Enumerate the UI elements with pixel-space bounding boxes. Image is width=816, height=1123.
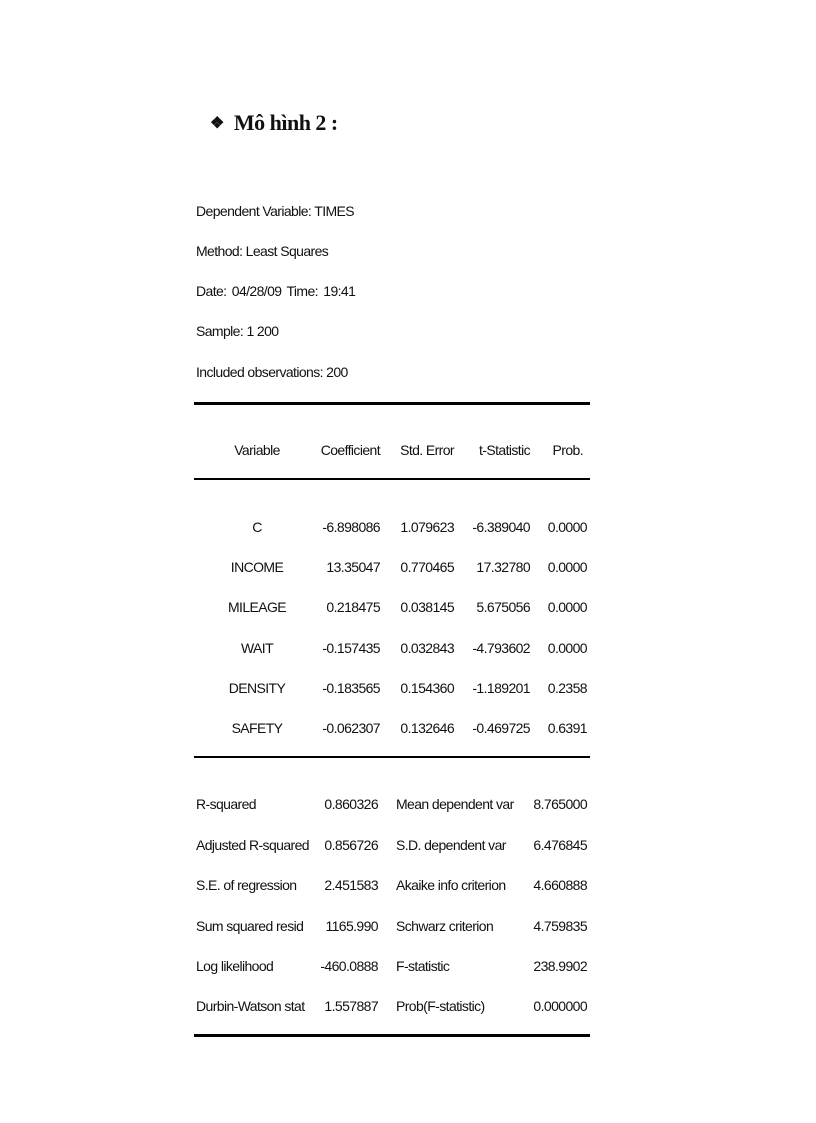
row-prob: 0.0000 (547, 519, 587, 535)
stat-label-right: Prob(F-statistic) (396, 998, 485, 1014)
stat-value-right: 6.476845 (533, 837, 587, 853)
row-prob: 0.0000 (547, 640, 587, 656)
stat-value-right: 0.000000 (533, 998, 587, 1014)
row-t-statistic: -0.469725 (472, 720, 530, 736)
meta-observations: Included observations: 200 (196, 364, 348, 380)
row-std-error: 0.038145 (400, 599, 454, 615)
stat-label-right: Mean dependent var (396, 796, 514, 812)
section-heading (210, 110, 338, 136)
row-variable: WAIT (240, 640, 274, 656)
meta-sample: Sample: 1 200 (196, 323, 279, 339)
table-top-rule (194, 402, 590, 405)
stat-value-right: 4.660888 (533, 877, 587, 893)
table-bottom-rule (194, 1034, 590, 1037)
stat-label-left: S.E. of regression (196, 877, 297, 893)
meta-dependent-variable: Dependent Variable: TIMES (196, 203, 355, 219)
header-coefficient: Coefficient (320, 442, 380, 458)
row-variable: MILEAGE (227, 599, 287, 615)
row-variable: INCOME (230, 559, 284, 575)
stat-label-left: R-squared (196, 796, 256, 812)
stat-value-left: 2.451583 (324, 877, 378, 893)
row-coefficient: -6.898086 (322, 519, 380, 535)
header-t-statistic: t-Statistic (479, 442, 530, 458)
row-t-statistic: -1.189201 (472, 680, 530, 696)
row-coefficient: 0.218475 (326, 599, 380, 615)
stat-value-left: 0.856726 (324, 837, 378, 853)
row-prob: 0.0000 (547, 599, 587, 615)
row-std-error: 0.154360 (400, 680, 454, 696)
stat-label-right: F-statistic (396, 958, 450, 974)
stat-value-right: 4.759835 (533, 918, 587, 934)
row-std-error: 1.079623 (400, 519, 454, 535)
header-bottom-rule (194, 478, 590, 480)
row-variable: DENSITY (228, 680, 286, 696)
section-title: Mô hình 2 : (233, 110, 338, 135)
stat-value-left: 1165.990 (325, 918, 378, 934)
stat-value-left: 1.557887 (324, 998, 378, 1014)
header-variable: Variable (234, 442, 280, 458)
stat-label-right: Schwarz criterion (396, 918, 494, 934)
header-std-error: Std. Error (400, 442, 454, 458)
row-variable: SAFETY (231, 720, 283, 736)
stat-value-right: 238.9902 (533, 958, 587, 974)
row-coefficient: -0.183565 (322, 680, 380, 696)
stat-label-left: Durbin-Watson stat (196, 998, 305, 1014)
row-t-statistic: -4.793602 (472, 640, 530, 656)
stat-value-left: -460.0888 (320, 958, 378, 974)
row-std-error: 0.132646 (400, 720, 454, 736)
meta-method: Method: Least Squares (196, 243, 329, 259)
meta-date-time: Date: 04/28/09 Time: 19:41 (196, 283, 356, 299)
header-prob: Prob. (552, 442, 583, 458)
row-coefficient: 13.35047 (326, 559, 380, 575)
row-coefficient: -0.157435 (322, 640, 380, 656)
stat-value-left: 0.860326 (324, 796, 378, 812)
row-std-error: 0.032843 (400, 640, 454, 656)
row-std-error: 0.770465 (400, 559, 454, 575)
row-t-statistic: 5.675056 (476, 599, 530, 615)
row-coefficient: -0.062307 (322, 720, 380, 736)
stat-label-right: Akaike info criterion (396, 877, 506, 893)
row-t-statistic: 17.32780 (476, 559, 530, 575)
stat-label-left: Log likelihood (196, 958, 274, 974)
stat-label-left: Adjusted R-squared (196, 837, 309, 853)
row-prob: 0.6391 (547, 720, 587, 736)
stat-value-right: 8.765000 (533, 796, 587, 812)
row-prob: 0.0000 (547, 559, 587, 575)
row-prob: 0.2358 (547, 680, 587, 696)
row-variable: C (252, 519, 262, 535)
stat-label-right: S.D. dependent var (396, 837, 506, 853)
stat-label-left: Sum squared resid (196, 918, 304, 934)
row-t-statistic: -6.389040 (472, 519, 530, 535)
diamond-bullet-icon: ❖ (210, 115, 224, 132)
coefficients-bottom-rule (194, 756, 590, 758)
